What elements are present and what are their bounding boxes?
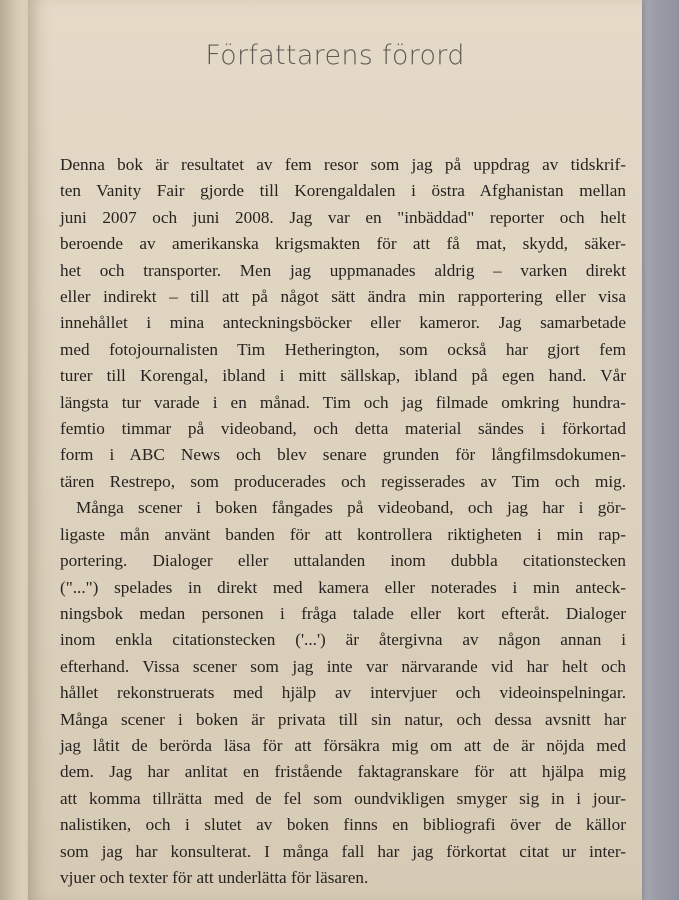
text-line: het och transporter. Men jag uppmanades aldrig – varken direkt [60, 260, 626, 280]
text-line: ("...") spelades in direkt med kamera eller noterades i min anteck- [60, 577, 626, 597]
text-line: Denna bok är resultatet av fem resor som jag på uppdrag av tidskrif- [60, 155, 626, 174]
text-line: beroende av amerikanska krigsmakten för att få mat, skydd, säker- [60, 234, 626, 254]
text-line: efterhand. Vissa scener som jag inte var närvarande vid har helt och [60, 656, 626, 676]
page-gutter-edge [0, 0, 30, 900]
text-line: inom enkla citationstecken ('...') är återgivna av någon annan i [60, 630, 626, 650]
text-line: som jag har konsulterat. I många fall har jag förkortat citat ur inter- [60, 841, 626, 861]
text-line: nalistiken, och i slutet av boken finns en bibliografi över de källor [60, 815, 626, 835]
text-line: turer till Korengal, ibland i mitt sällskap, ibland på egen hand. Vår [60, 366, 626, 386]
text-line: innehållet i mina anteckningsböcker eller kameror. Jag samarbetade [60, 313, 626, 333]
text-line: eller indirekt – till att på något sätt ändra min rapportering eller visa [60, 287, 626, 307]
text-line: längsta tur varade i en månad. Tim och jag filmade omkring hundra- [60, 392, 626, 412]
background-surface [640, 0, 679, 900]
page-title: Författarens förord [205, 40, 465, 71]
text-line: vjuer och texter för att underlätta för läsaren. [60, 867, 369, 887]
text-line: portering. Dialoger eller uttalanden inom dubbla citationstecken [60, 551, 626, 571]
text-line: Många scener i boken fångades på videoband, och jag har i gör- [76, 498, 626, 518]
text-line: juni 2007 och juni 2008. Jag var en "inbäddad" reporter och helt [60, 207, 626, 227]
text-line: hållet rekonstruerats med hjälp av intervjuer och videoinspelningar. [60, 683, 626, 703]
text-line: dem. Jag har anlitat en fristående faktagranskare för att hjälpa mig [60, 762, 626, 782]
text-line: Många scener i boken är privata till sin natur, och dessa avsnitt har [60, 709, 626, 729]
text-line: ningsbok medan personen i fråga talade eller kort efteråt. Dialoger [60, 603, 626, 623]
book-page [28, 0, 642, 900]
text-line: ligaste mån använt banden för att kontrollera riktigheten i min rap- [60, 524, 626, 544]
text-line: tären Restrepo, som producerades och regisserades av Tim och mig. [60, 471, 626, 491]
text-line: jag låtit de berörda läsa för att försäkra mig om att de är nöjda med [60, 735, 626, 755]
text-line: form i ABC News och blev senare grunden för långfilmsdokumen- [60, 445, 626, 465]
text-line: femtio timmar på videoband, och detta material sändes i förkortad [60, 419, 626, 439]
preface-body [60, 152, 626, 891]
text-line: med fotojournalisten Tim Hetherington, som också har gjort fem [60, 339, 626, 359]
text-line: att komma tillrätta med de fel som oundvikligen smyger sig in i jour- [60, 788, 626, 808]
text-line: ten Vanity Fair gjorde till Korengaldalen i östra Afghanistan mellan [60, 181, 626, 201]
